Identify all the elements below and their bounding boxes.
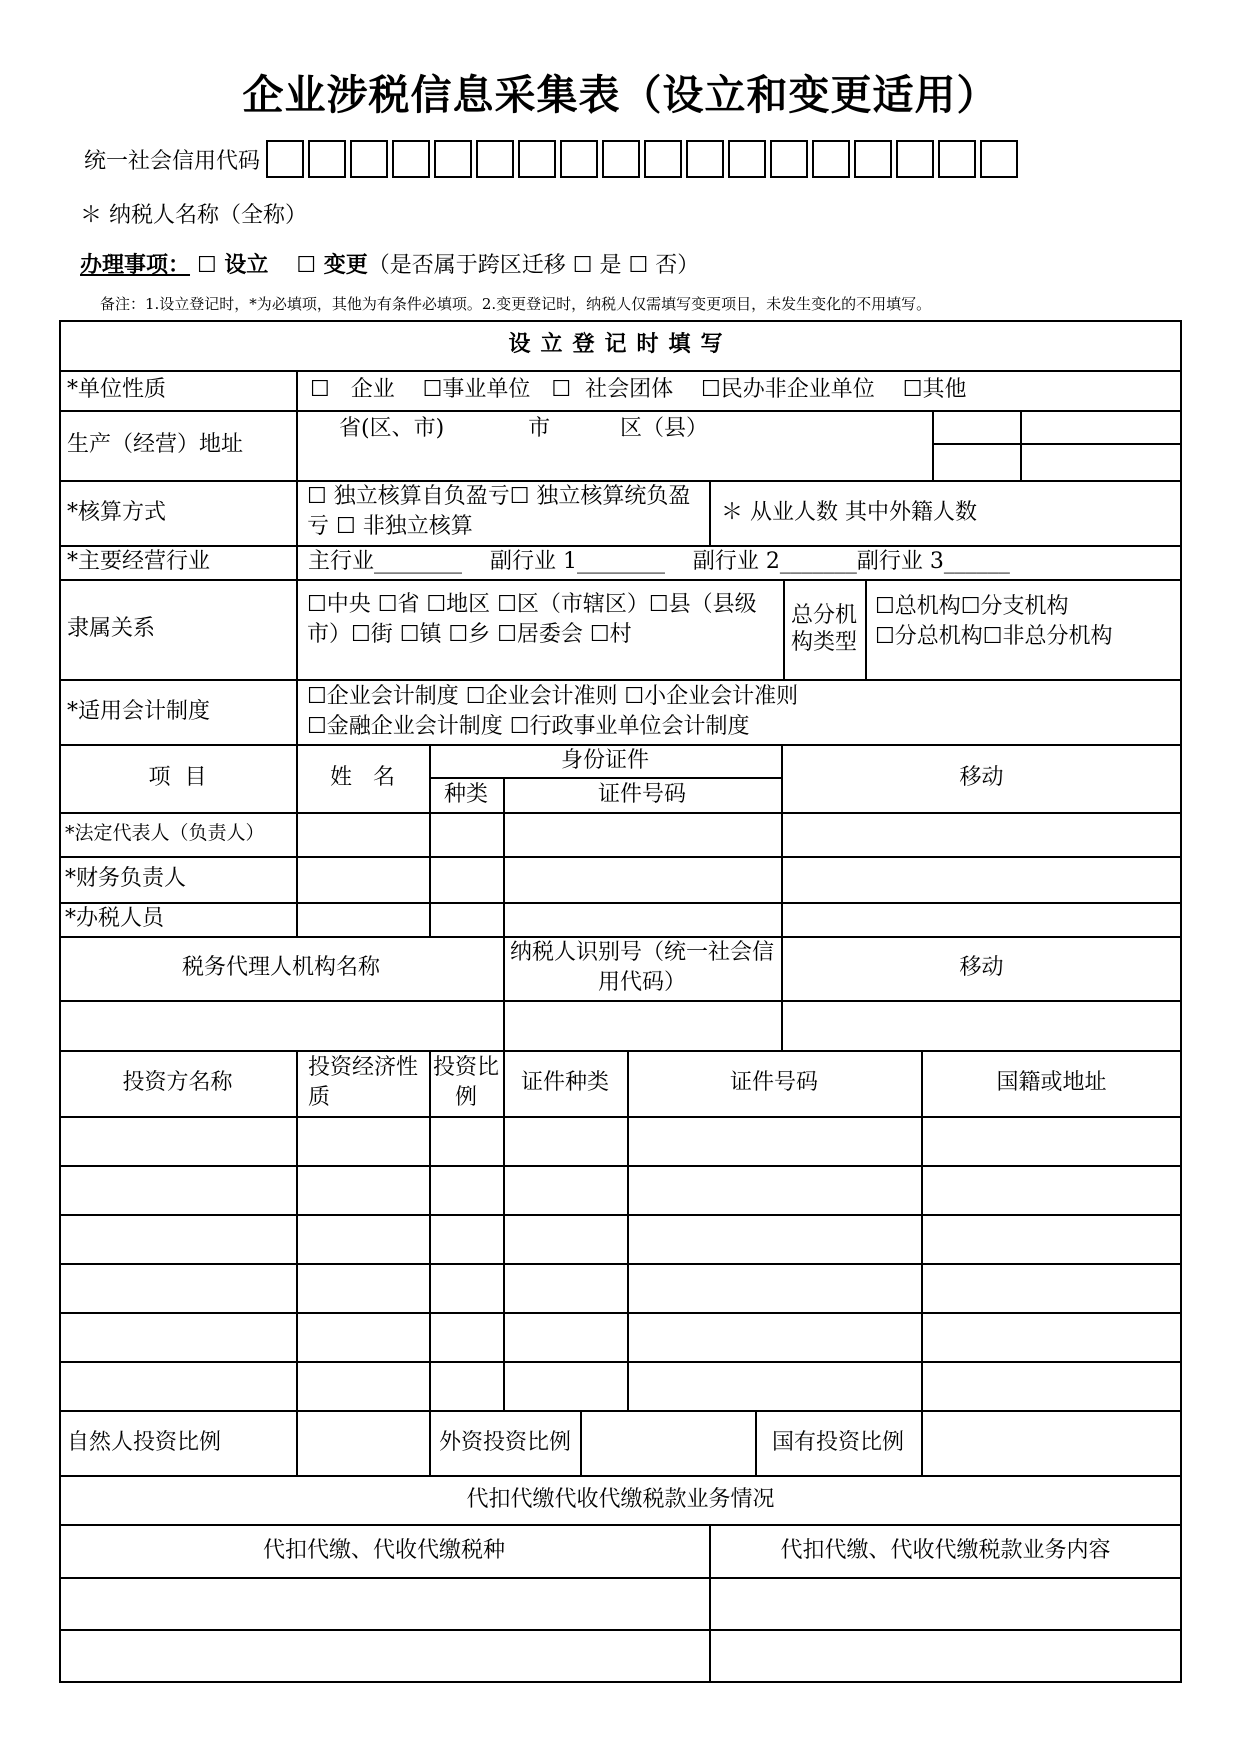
natural-person-ratio-label: 自然人投资比例 [67, 1429, 222, 1455]
investor-name-header: 投资方名称 [122, 1070, 233, 1096]
form-title: 企业涉税信息采集表（设立和变更适用） [242, 71, 999, 119]
credit-code-digit-box[interactable] [476, 140, 514, 178]
persons-id-header: 身份证件 [560, 747, 649, 773]
credit-code-boxes [266, 140, 1018, 178]
credit-code-digit-box[interactable] [644, 140, 682, 178]
investor-nature-header: 投资经济性质 [308, 1055, 419, 1110]
credit-code-digit-box[interactable] [518, 140, 556, 178]
credit-code-digit-box[interactable] [308, 140, 346, 178]
branch-type-options[interactable]: ☐总机构☐分支机构 ☐分总机构☐非总分机构 [875, 594, 1113, 649]
credit-code-label: 统一社会信用代码 [84, 148, 261, 174]
persons-name-header: 姓 名 [330, 765, 395, 791]
credit-code-digit-box[interactable] [854, 140, 892, 178]
staff-count-label[interactable]: ＊ 从业人数 其中外籍人数 [721, 499, 977, 525]
address-parts[interactable]: 省(区、市) 市 区（县） [339, 416, 709, 441]
section-header: 设立登记时填写 [508, 332, 733, 358]
withholding-content-header: 代扣代缴、代收代缴税款业务内容 [780, 1537, 1111, 1563]
taxpayer-name-label: ＊ 纳税人名称（全称） [80, 203, 307, 228]
unit-nature-label: *单位性质 [67, 377, 167, 403]
credit-code-digit-box[interactable] [812, 140, 850, 178]
persons-mobile-header: 移动 [959, 765, 1004, 791]
unit-nature-options[interactable]: ☐ 企业 ☐事业单位 ☐ 社会团体 ☐民办非企业单位 ☐其他 [310, 377, 967, 403]
credit-code-digit-box[interactable] [728, 140, 766, 178]
accounting-system-options[interactable]: ☐企业会计制度 ☐企业会计准则 ☐小企业会计准则 ☐金融企业会计制度 ☐行政事业单位会计制度 [307, 684, 799, 739]
matters-label: 办理事项： [80, 253, 191, 278]
investor-ratio-header: 投资比例 [432, 1055, 499, 1110]
credit-code-digit-box[interactable] [350, 140, 388, 178]
persons-item-header: 项 目 [148, 765, 207, 791]
setup-checkbox[interactable]: ☐ 设立 [197, 253, 269, 278]
main-industry-label: *主要经营行业 [67, 549, 211, 575]
form-table [59, 320, 1182, 1682]
accounting-method-label: *核算方式 [67, 499, 167, 525]
agent-name-header: 税务代理人机构名称 [181, 955, 380, 981]
form-note: 备注：1.设立登记时，*为必填项，其他为有条件必填项。2.变更登记时，纳税人仅需填写变更项目，未发生变化的不用填写。 [100, 295, 932, 313]
affiliation-label: 隶属关系 [67, 616, 156, 642]
tax-officer-label: *办税人员 [65, 906, 165, 932]
credit-code-digit-box[interactable] [392, 140, 430, 178]
credit-code-row [84, 137, 1018, 181]
persons-id-type-header: 种类 [443, 781, 488, 807]
investor-idtype-header: 证件种类 [520, 1070, 609, 1096]
withholding-title: 代扣代缴代收代缴税款业务情况 [466, 1486, 775, 1512]
persons-id-number-header: 证件号码 [597, 781, 686, 807]
legal-rep-label: *法定代表人（负责人） [65, 822, 265, 845]
agent-mobile-header: 移动 [959, 955, 1004, 981]
migrate-question[interactable]: （是否属于跨区迁移 ☐ 是 ☐ 否） [367, 253, 700, 278]
matters-row [80, 248, 699, 279]
finance-head-label: *财务负责人 [65, 866, 187, 892]
credit-code-digit-box[interactable] [686, 140, 724, 178]
branch-type-label: 总分机构类型 [790, 602, 857, 655]
investor-idnum-header: 证件号码 [729, 1070, 818, 1096]
credit-code-digit-box[interactable] [980, 140, 1018, 178]
credit-code-digit-box[interactable] [896, 140, 934, 178]
credit-code-digit-box[interactable] [560, 140, 598, 178]
state-ratio-label: 国有投资比例 [771, 1430, 904, 1456]
withholding-tax-header: 代扣代缴、代收代缴税种 [262, 1537, 505, 1563]
accounting-method-options[interactable]: ☐ 独立核算自负盈亏☐ 独立核算统负盈亏 ☐ 非独立核算 [307, 484, 691, 539]
credit-code-digit-box[interactable] [938, 140, 976, 178]
accounting-system-label: *适用会计制度 [67, 698, 211, 724]
foreign-ratio-label: 外资投资比例 [438, 1430, 571, 1456]
investor-country-header: 国籍或地址 [996, 1070, 1107, 1096]
affiliation-options[interactable]: ☐中央 ☐省 ☐地区 ☐区（市辖区）☐县（县级市）☐街 ☐镇 ☐乡 ☐居委会 ☐村 [307, 592, 757, 647]
change-checkbox[interactable]: ☐ 变更 [296, 253, 368, 278]
credit-code-digit-box[interactable] [602, 140, 640, 178]
credit-code-digit-box[interactable] [770, 140, 808, 178]
credit-code-digit-box[interactable] [434, 140, 472, 178]
credit-code-digit-box[interactable] [266, 140, 304, 178]
industry-fields[interactable]: 主行业________ 副行业 1________ 副行业 2_______副行业 3______ [308, 549, 1010, 575]
address-label: 生产（经营）地址 [67, 432, 244, 458]
address-extra-cell[interactable] [934, 412, 1018, 442]
agent-id-header: 纳税人识别号（统一社会信用代码） [509, 940, 774, 995]
